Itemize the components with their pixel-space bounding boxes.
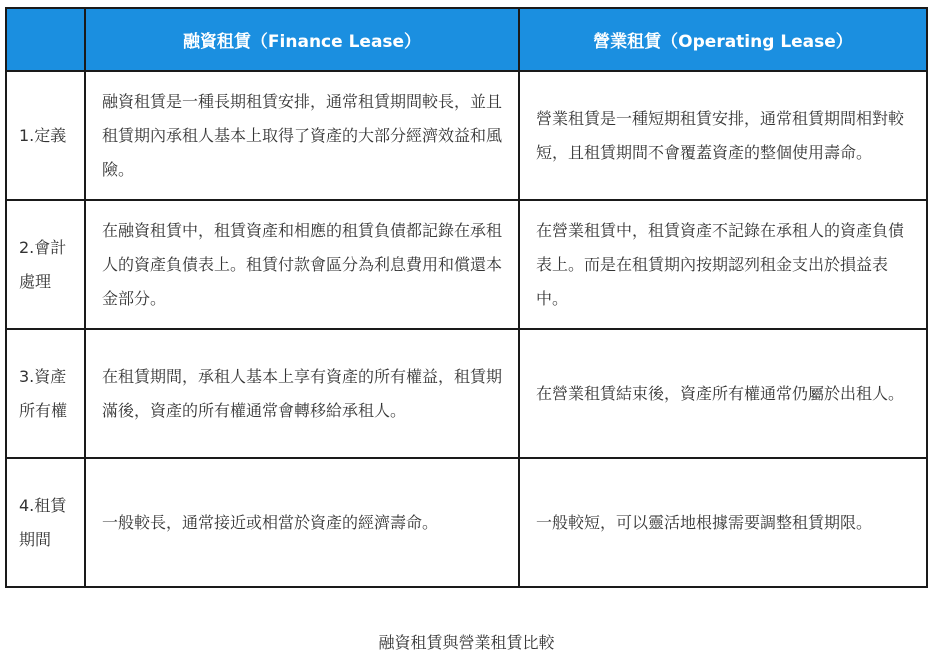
finance-lease-term-cell: 一般較長，通常接近或相當於資產的經濟壽命。 (85, 458, 519, 587)
finance-definition-cell: 融資租賃是一種長期租賃安排，通常租賃期間較長，並且租賃期內承租人基本上取得了資產的大部分經濟效益和風險。 (85, 71, 519, 200)
header-finance-lease: 融資租賃（Finance Lease） (85, 8, 519, 71)
header-operating-lease: 營業租賃（Operating Lease） (519, 8, 927, 71)
finance-ownership-cell: 在租賃期間，承租人基本上享有資產的所有權益，租賃期滿後，資產的所有權通常會轉移給承租人。 (85, 329, 519, 458)
operating-definition-cell: 營業租賃是一種短期租賃安排，通常租賃期間相對較短，且租賃期間不會覆蓋資產的整個使用壽命。 (519, 71, 927, 200)
table-row (6, 71, 927, 200)
operating-accounting-cell: 在營業租賃中，租賃資產不記錄在承租人的資產負債表上。而是在租賃期內按期認列租金支出於損益表中。 (519, 200, 927, 329)
table-row (6, 329, 927, 458)
operating-ownership-cell: 在營業租賃結束後，資產所有權通常仍屬於出租人。 (519, 329, 927, 458)
header-row (6, 8, 927, 71)
operating-lease-term-cell: 一般較短，可以靈活地根據需要調整租賃期限。 (519, 458, 927, 587)
row-label-accounting: 2.會計處理 (6, 200, 85, 329)
finance-accounting-cell: 在融資租賃中，租賃資產和相應的租賃負債都記錄在承租人的資產負債表上。租賃付款會區分為利息費用和償還本金部分。 (85, 200, 519, 329)
table-row (6, 458, 927, 587)
comparison-table (5, 7, 928, 588)
row-label-definition: 1.定義 (6, 71, 85, 200)
table-caption: 融資租賃與營業租賃比較 (378, 633, 555, 652)
row-label-lease-term: 4.租賃期間 (6, 458, 85, 587)
header-corner-cell (6, 8, 85, 71)
row-label-ownership: 3.資產所有權 (6, 329, 85, 458)
table-row (6, 200, 927, 329)
